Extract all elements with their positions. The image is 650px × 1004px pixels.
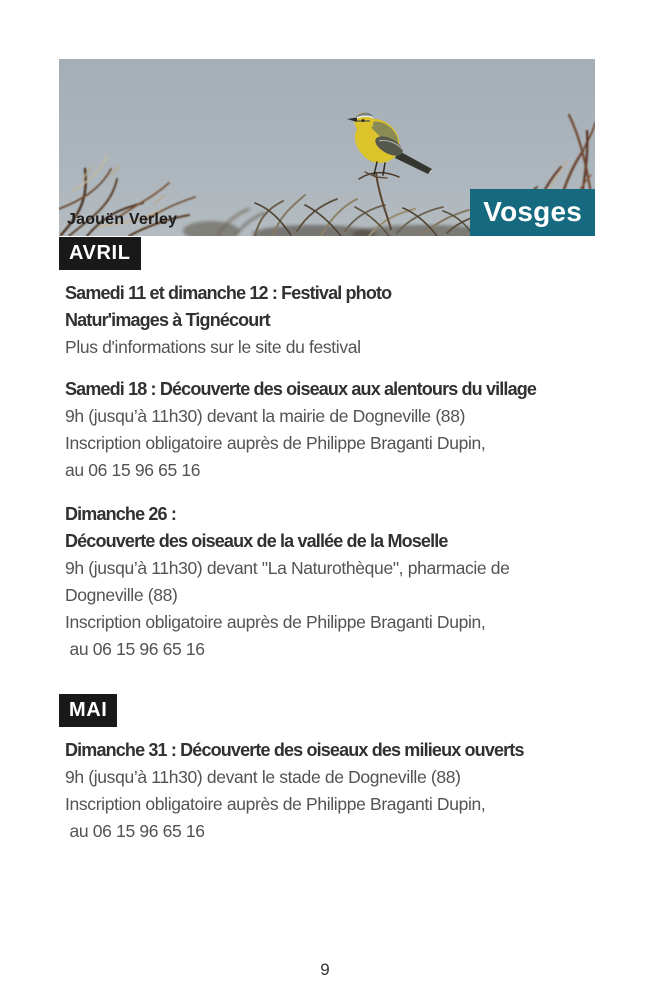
event-detail-line: Inscription obligatoire auprès de Philippe Braganti Dupin, (65, 794, 486, 814)
event-title-line: Dimanche 26 : (65, 504, 176, 524)
event-title-line: Dimanche 31 : Découverte des oiseaux des milieux ouverts (65, 740, 524, 760)
region-badge: Vosges (470, 189, 595, 236)
hero-photo (59, 59, 595, 236)
event-festival-photo (65, 280, 605, 361)
event-detail-line: 9h (jusqu’à 11h30) devant le stade de Dogneville (88) (65, 767, 461, 787)
event-detail-line: Plus d'informations sur le site du festival (65, 337, 361, 357)
event-samedi-18 (65, 376, 605, 484)
event-detail-line: Inscription obligatoire auprès de Philippe Braganti Dupin, (65, 433, 486, 453)
event-detail-line: au 06 15 96 65 16 (65, 639, 205, 659)
event-title-line: Samedi 11 et dimanche 12 : Festival photo (65, 283, 392, 303)
event-dimanche-26 (65, 501, 605, 663)
event-title-line: Natur'images à Tignécourt (65, 310, 270, 330)
event-title-line: Samedi 18 : Découverte des oiseaux aux alentours du village (65, 379, 537, 399)
event-detail-line: 9h (jusqu’à 11h30) devant la mairie de Dogneville (88) (65, 406, 466, 426)
month-badge-mai: MAI (59, 694, 117, 727)
event-detail-line: au 06 15 96 65 16 (65, 460, 201, 480)
page-number: 9 (320, 960, 330, 979)
month-badge-avril: AVRIL (59, 237, 141, 270)
event-detail-line: au 06 15 96 65 16 (65, 821, 205, 841)
photo-credit: Jaouën Verley (67, 211, 178, 228)
event-detail-line: 9h (jusqu’à 11h30) devant "La Naturothèque", pharmacie de (65, 558, 510, 578)
event-detail-line: Dogneville (88) (65, 585, 178, 605)
event-title-line: Découverte des oiseaux de la vallée de la Moselle (65, 531, 448, 551)
event-dimanche-31 (65, 737, 605, 845)
event-detail-line: Inscription obligatoire auprès de Philippe Braganti Dupin, (65, 612, 486, 632)
